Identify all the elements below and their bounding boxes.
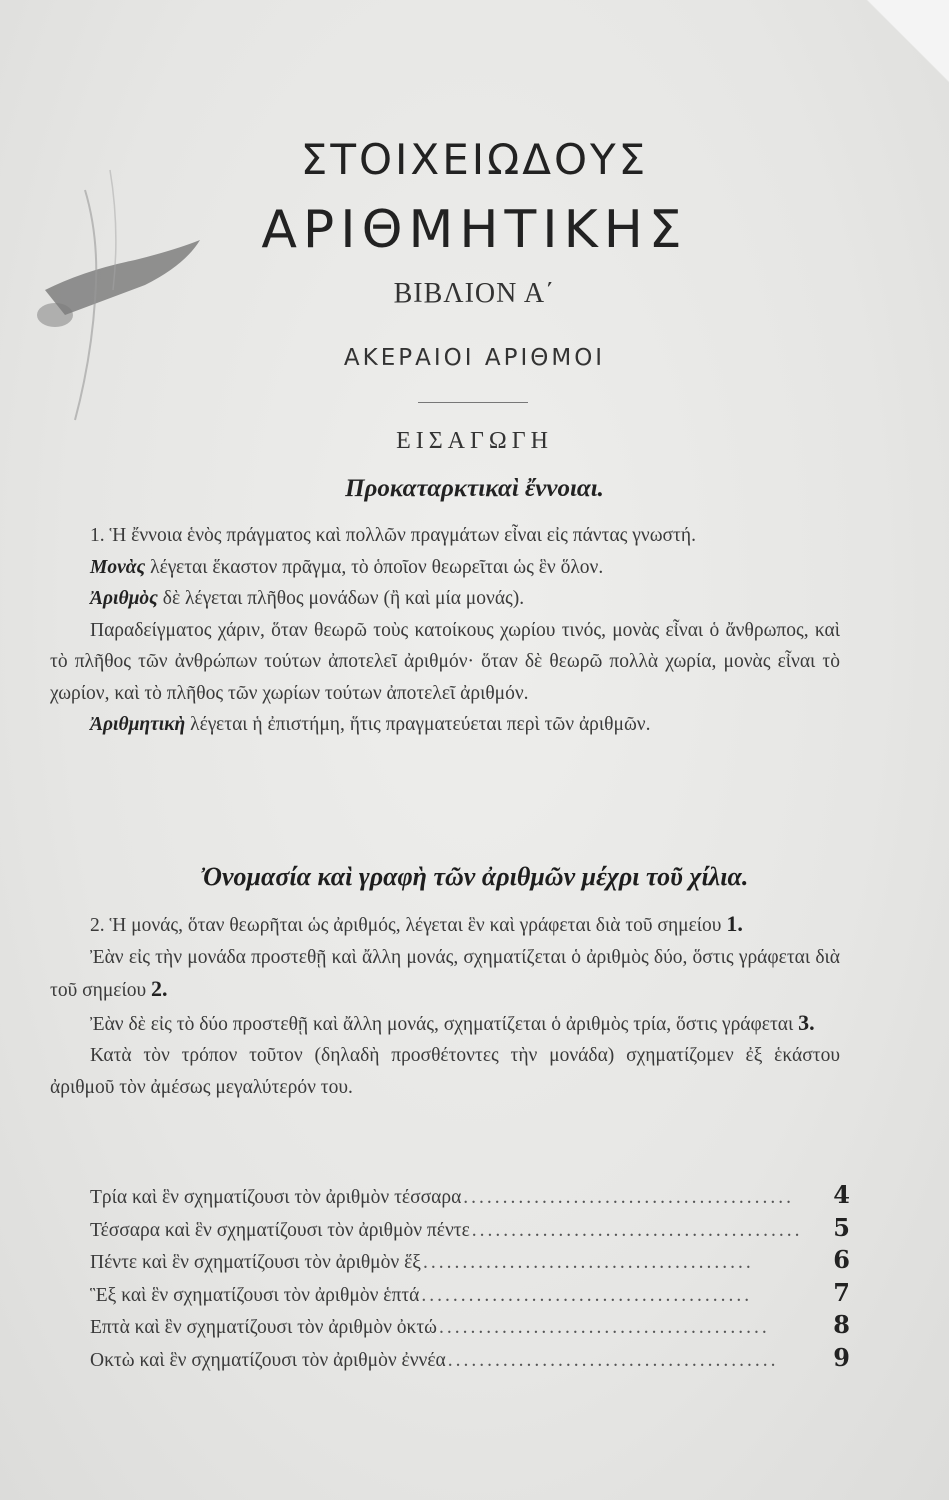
paragraph — [50, 908, 840, 942]
list-item-number: 5 — [833, 1212, 850, 1242]
divider — [418, 402, 528, 403]
term: Ἀριθμὸς — [90, 588, 158, 609]
paragraph: Κατὰ τὸν τρόπον τοῦτον (δηλαδὴ προσθέτοντες τὴν μονάδα) σχηματίζομεν ἐξ ἑκάστου ἀριθμοῦ τὸν ἀμέσως μεγαλύτερόν του. — [50, 1045, 840, 1098]
leader-dots: .......................................... — [447, 1349, 779, 1371]
paragraph-text: Ἐὰν εἰς τὴν μονάδα προστεθῇ καὶ ἄλλη μονάς, σχηματίζεται ὁ ἀριθμὸς δύο, ὅστις γράφεται διὰ τοῦ σημείου — [50, 946, 840, 1001]
paragraph-definition-number — [50, 583, 840, 615]
list-item — [90, 1310, 850, 1343]
definition: λέγεται ἕκαστον πρᾶγμα, τὸ ὁποῖον θεωρεῖται ὡς ἓν ὅλον. — [145, 556, 604, 578]
title-line-1: ΣΤΟΙΧΕΙΩΔΟΥΣ — [300, 135, 649, 184]
leader-dots: .......................................... — [439, 1317, 770, 1338]
book-label: ΒΙΒΛΙΟΝ Α΄ — [393, 278, 556, 309]
list-item-number: 7 — [833, 1277, 850, 1307]
list-item-text: Πέντε καὶ ἓν σχηματίζουσι τὸν ἀριθμὸν ἕξ — [90, 1252, 421, 1273]
leader-dots: .......................................... — [471, 1219, 803, 1241]
list-item-text: Ἓξ καὶ ἓν σχηματίζουσι τὸν ἀριθμὸν ἑπτά — [90, 1284, 420, 1306]
chapter-title: ΑΚΕΡΑΙΟΙ ΑΡΙΘΜΟΙ — [343, 345, 606, 371]
leader-dots: .......................................... — [422, 1252, 754, 1273]
definition: λέγεται ἡ ἐπιστήμη, ἥτις πραγματεύεται περὶ τῶν ἀριθμῶν. — [185, 714, 651, 735]
numeral: 1. — [726, 911, 743, 936]
title-line-2: ΑΡΙΘΜΗΤΙΚΗΣ — [261, 200, 688, 260]
leader-dots: .......................................... — [463, 1187, 795, 1208]
definition: δὲ λέγεται πλῆθος μονάδων (ἢ καὶ μία μονάς). — [157, 588, 525, 609]
intro-subheading: Προκαταρκτικαὶ ἔννοιαι. — [345, 475, 604, 502]
page-corner-fold — [859, 0, 949, 90]
intro-heading: ΕΙΣΑΓΩΓΗ — [396, 428, 553, 454]
list-item — [90, 1245, 850, 1278]
list-item-text: Τέσσαρα καὶ ἓν σχηματίζουσι τὸν ἀριθμὸν πέντε — [90, 1219, 470, 1241]
numeral: 3. — [798, 1009, 815, 1035]
term: Μονὰς — [90, 556, 146, 578]
list-item-number: 4 — [833, 1180, 850, 1209]
paragraph — [50, 942, 840, 1007]
paragraph-text: Ἐὰν δὲ εἰς τὸ δύο προστεθῇ καὶ ἄλλη μονάς, σχηματίζεται ὁ ἀριθμὸς τρία, ὅστις γράφεται — [90, 1013, 799, 1035]
leader-dots: .......................................... — [421, 1284, 753, 1306]
paragraph-definition-arithmetic — [50, 709, 840, 741]
list-item — [90, 1343, 850, 1376]
list-item — [90, 1180, 850, 1213]
number-list — [90, 1180, 850, 1375]
section-1-text — [50, 520, 840, 741]
paragraph-definition-unit — [50, 552, 840, 584]
paragraph: Παραδείγματος χάριν, ὅταν θεωρῶ τοὺς κατοίκους χωρίου τινός, μονὰς εἶναι ὁ ἄνθρωπος, καὶ τὸ πλῆθος τῶν ἀνθρώπων τούτων ἀποτελεῖ ἀριθμόν· ὅταν δὲ θεωρῶ πολλὰ χωρία, μονὰς εἶναι τὸ χωρίον, καὶ τὸ πλῆθος τῶν χωρίων τούτων ἀποτελεῖ ἀριθμόν. — [50, 619, 840, 704]
list-item-number: 8 — [833, 1310, 850, 1339]
list-item-text: Τρία καὶ ἓν σχηματίζουσι τὸν ἀριθμὸν τέσσαρα — [90, 1187, 462, 1208]
paragraph-text: 2. Ἡ μονάς, ὅταν θεωρῆται ὡς ἀριθμός, λέγεται ἓν καὶ γράφεται διὰ τοῦ σημείου — [90, 915, 727, 936]
section-2-text — [50, 908, 840, 1103]
paragraph — [50, 1007, 840, 1041]
list-item-text: Οκτὼ καὶ ἓν σχηματίζουσι τὸν ἀριθμὸν ἐννέα — [90, 1349, 446, 1371]
list-item — [90, 1278, 850, 1311]
section-2-heading: Ὀνομασία καὶ γραφὴ τῶν ἀριθμῶν μέχρι τοῦ χίλια. — [200, 862, 749, 891]
list-item-number: 9 — [833, 1342, 850, 1372]
list-item-number: 6 — [833, 1245, 850, 1274]
term: Ἀριθμητικὴ — [90, 714, 186, 735]
paragraph: 1. Ἡ ἔννοια ἑνὸς πράγματος καὶ πολλῶν πραγμάτων εἶναι εἰς πάντας γνωστή. — [90, 525, 696, 546]
numeral: 2. — [151, 976, 168, 1001]
list-item — [90, 1213, 850, 1246]
list-item-text: Επτὰ καὶ ἓν σχηματίζουσι τὸν ἀριθμὸν ὀκτώ — [90, 1317, 438, 1338]
